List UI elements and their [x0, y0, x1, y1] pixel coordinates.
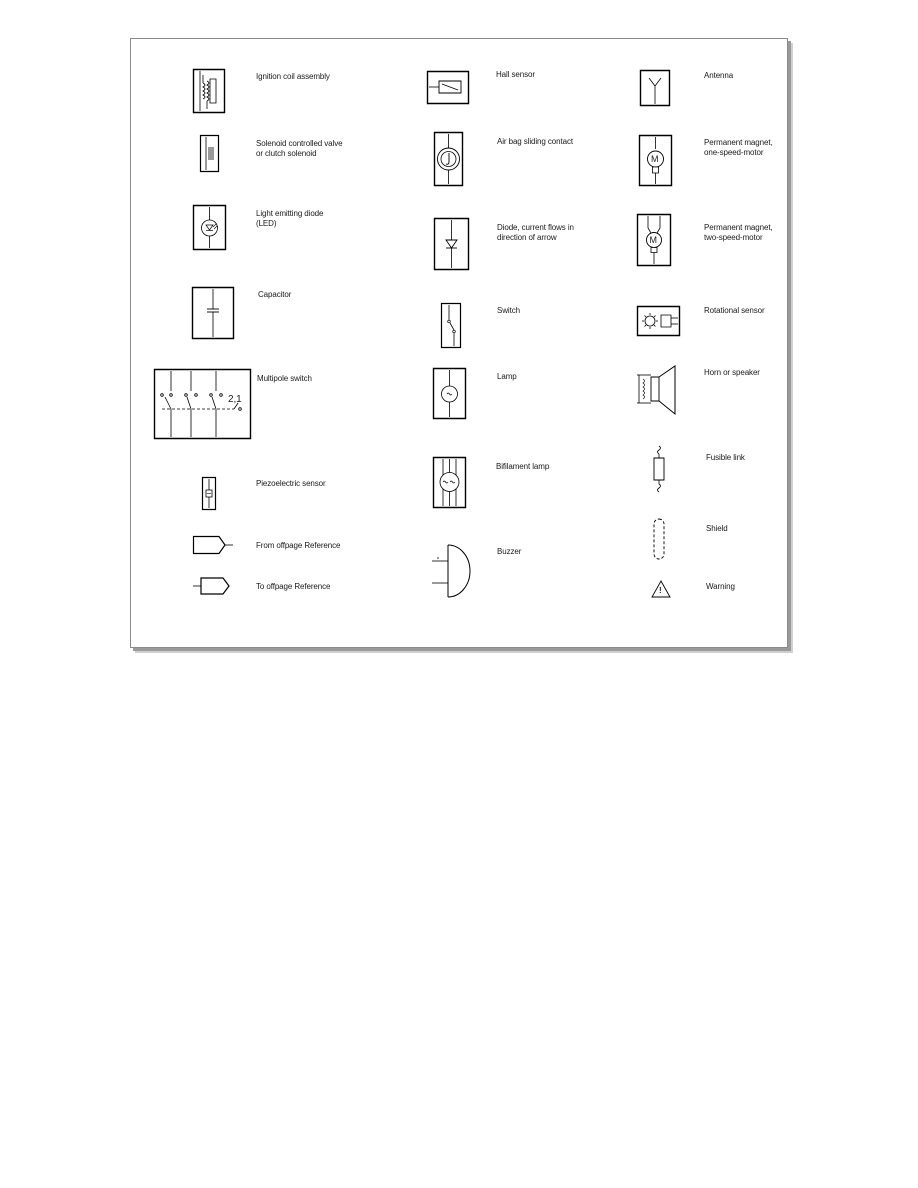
solenoid-label: Solenoid controlled valve or clutch solenoid — [256, 139, 343, 158]
led-symbol — [193, 205, 226, 250]
piezo-sensor-symbol — [202, 477, 216, 510]
shield-symbol — [653, 518, 665, 560]
to-offpage-symbol — [193, 576, 233, 596]
motor-two-speed-mark: M — [649, 235, 657, 245]
bifilament-lamp-symbol — [433, 457, 466, 508]
airbag-contact-symbol — [434, 132, 463, 186]
warning-mark: ! — [659, 586, 662, 595]
motor-two-speed-label: Permanent magnet, two-speed-motor — [704, 223, 773, 242]
warning-label: Warning — [706, 582, 735, 591]
solenoid-symbol — [200, 135, 219, 172]
multipole-switch-mark: 2,1 — [228, 394, 242, 405]
hall-sensor-symbol — [427, 71, 469, 104]
to-offpage-label: To offpage Reference — [256, 582, 331, 591]
led-label: Light emitting diode (LED) — [256, 209, 324, 228]
ignition-coil-label: Ignition coil assembly — [256, 72, 330, 81]
shield-label: Shield — [706, 524, 728, 533]
antenna-label: Antenna — [704, 71, 734, 80]
rotational-sensor-symbol — [637, 306, 680, 336]
bifilament-lamp-label: Bifilament lamp — [496, 462, 550, 471]
warning-symbol — [651, 580, 671, 598]
rotational-sensor-label: Rotational sensor — [704, 306, 765, 315]
fusible-link-symbol — [652, 446, 666, 492]
motor-two-speed-symbol — [637, 214, 671, 266]
capacitor-symbol — [192, 287, 234, 339]
hall-sensor-label: Hall sensor — [496, 70, 535, 79]
fusible-link-label: Fusible link — [706, 453, 745, 462]
diode-symbol — [434, 218, 469, 270]
from-offpage-label: From offpage Reference — [256, 541, 341, 550]
airbag-contact-label: Air bag sliding contact — [497, 137, 573, 146]
multipole-switch-label: Multipole switch — [257, 374, 312, 383]
ignition-coil-symbol — [193, 69, 225, 113]
multipole-switch-symbol — [154, 369, 251, 439]
switch-label: Switch — [497, 306, 520, 315]
from-offpage-symbol — [193, 536, 233, 554]
lamp-symbol — [433, 368, 466, 419]
buzzer-label: Buzzer — [497, 547, 522, 556]
motor-one-speed-symbol — [639, 135, 672, 186]
switch-symbol — [441, 303, 461, 348]
diode-label: Diode, current flows in direction of arrow — [497, 223, 574, 242]
antenna-symbol — [640, 70, 670, 106]
horn-speaker-symbol — [637, 365, 679, 415]
motor-one-speed-mark: M — [651, 154, 659, 164]
motor-one-speed-label: Permanent magnet, one-speed-motor — [704, 138, 773, 157]
lamp-label: Lamp — [497, 372, 517, 381]
buzzer-symbol — [432, 543, 470, 597]
piezo-sensor-label: Piezoelectric sensor — [256, 479, 326, 488]
horn-speaker-label: Horn or speaker — [704, 368, 760, 377]
capacitor-label: Capacitor — [258, 290, 292, 299]
